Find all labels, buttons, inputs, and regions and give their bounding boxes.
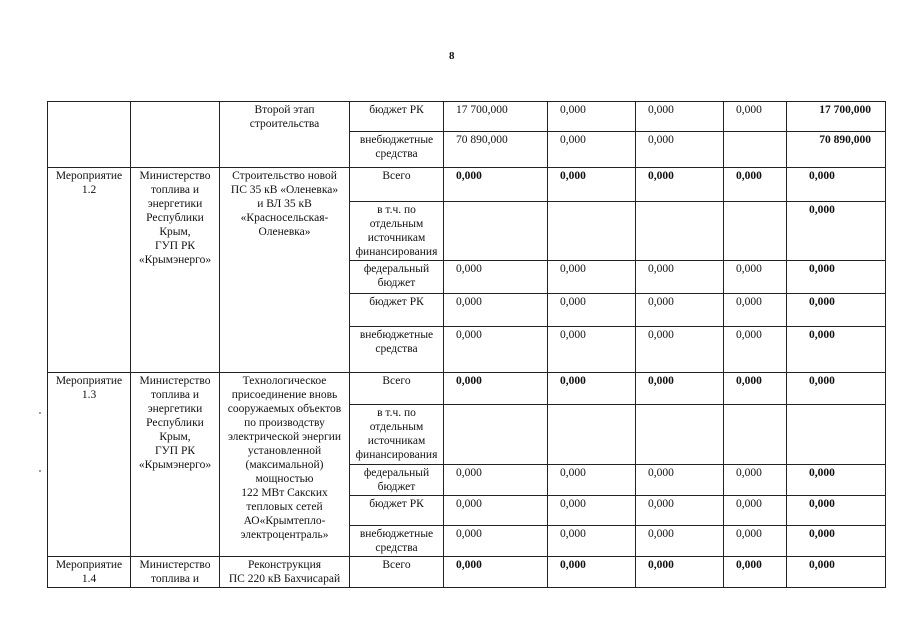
value-cell-4 bbox=[724, 557, 787, 588]
total-text: 0,000 bbox=[809, 263, 835, 275]
value-cell-1 bbox=[444, 373, 548, 405]
description-text: Реконструкция ПС 220 кВ Бахчисарай bbox=[228, 559, 341, 585]
executor-text: Министерство топлива и bbox=[139, 559, 211, 585]
value-text-3: 0,000 bbox=[648, 134, 674, 146]
executor-cell bbox=[131, 373, 220, 557]
value-text-4: 0,000 bbox=[736, 498, 762, 510]
value-text-1: 17 700,000 bbox=[456, 104, 508, 116]
source-text: в т.ч. по отдельным источникам финансирования bbox=[355, 204, 438, 258]
value-cell-3 bbox=[636, 202, 724, 261]
executor-cell bbox=[131, 102, 220, 168]
value-cell-4 bbox=[724, 526, 787, 557]
value-text-2: 0,000 bbox=[560, 170, 586, 182]
value-cell-2 bbox=[548, 465, 636, 496]
funding-table bbox=[47, 101, 886, 588]
value-text-2: 0,000 bbox=[560, 329, 586, 341]
table-row bbox=[48, 557, 886, 588]
value-cell-1 bbox=[444, 202, 548, 261]
value-text-3: 0,000 bbox=[648, 467, 674, 479]
value-cell-1 bbox=[444, 405, 548, 465]
total-text: 0,000 bbox=[809, 528, 835, 540]
source-cell bbox=[350, 294, 444, 327]
source-text: Всего bbox=[382, 170, 411, 182]
table-row bbox=[48, 102, 886, 132]
value-text-4: 0,000 bbox=[736, 528, 762, 540]
value-cell-2 bbox=[548, 557, 636, 588]
value-cell-1 bbox=[444, 294, 548, 327]
source-cell bbox=[350, 496, 444, 526]
value-cell-3 bbox=[636, 373, 724, 405]
value-text-3: 0,000 bbox=[648, 375, 674, 387]
description-cell bbox=[220, 168, 350, 373]
value-text-1: 0,000 bbox=[456, 528, 482, 540]
value-cell-4 bbox=[724, 373, 787, 405]
value-text-2: 0,000 bbox=[560, 263, 586, 275]
source-text: федеральный бюджет bbox=[363, 467, 430, 493]
measure-cell bbox=[48, 373, 131, 557]
table-row bbox=[48, 168, 886, 202]
measure-text: Мероприятие 1.4 bbox=[55, 559, 123, 585]
source-text: Всего bbox=[382, 375, 411, 387]
value-cell-3 bbox=[636, 327, 724, 373]
total-cell bbox=[787, 261, 886, 294]
source-text: бюджет РК bbox=[369, 104, 424, 116]
value-text-4: 0,000 bbox=[736, 329, 762, 341]
value-cell-4 bbox=[724, 294, 787, 327]
total-text: 0,000 bbox=[809, 204, 835, 216]
value-text-2: 0,000 bbox=[560, 498, 586, 510]
value-cell-3 bbox=[636, 496, 724, 526]
total-text: 0,000 bbox=[809, 170, 835, 182]
value-cell-3 bbox=[636, 168, 724, 202]
measure-cell bbox=[48, 168, 131, 373]
total-cell bbox=[787, 202, 886, 261]
total-text: 0,000 bbox=[809, 467, 835, 479]
value-cell-1 bbox=[444, 526, 548, 557]
total-cell bbox=[787, 557, 886, 588]
source-text: бюджет РК bbox=[369, 498, 424, 510]
scan-speck bbox=[39, 470, 41, 472]
value-text-1: 0,000 bbox=[456, 375, 482, 387]
value-cell-3 bbox=[636, 294, 724, 327]
value-cell-1 bbox=[444, 168, 548, 202]
value-text-1: 0,000 bbox=[456, 263, 482, 275]
total-cell bbox=[787, 327, 886, 373]
description-cell bbox=[220, 557, 350, 588]
total-text: 0,000 bbox=[809, 559, 835, 571]
value-cell-1 bbox=[444, 327, 548, 373]
value-text-4: 0,000 bbox=[736, 559, 762, 571]
value-text-1: 0,000 bbox=[456, 467, 482, 479]
total-text: 0,000 bbox=[809, 498, 835, 510]
value-text-2: 0,000 bbox=[560, 296, 586, 308]
total-cell bbox=[787, 132, 886, 168]
value-cell-3 bbox=[636, 405, 724, 465]
description-cell bbox=[220, 102, 350, 168]
value-cell-2 bbox=[548, 168, 636, 202]
value-cell-2 bbox=[548, 132, 636, 168]
description-text: Строительство новой ПС 35 кВ «Оленевка» и ВЛ 35 кВ «Красносельская- Оленевка» bbox=[230, 170, 339, 238]
total-text: 0,000 bbox=[809, 375, 835, 387]
source-cell bbox=[350, 465, 444, 496]
total-cell bbox=[787, 526, 886, 557]
value-text-1: 0,000 bbox=[456, 296, 482, 308]
measure-text: Мероприятие 1.3 bbox=[55, 375, 123, 401]
value-cell-4 bbox=[724, 168, 787, 202]
source-text: Всего bbox=[382, 559, 411, 571]
source-cell bbox=[350, 327, 444, 373]
value-cell-1 bbox=[444, 102, 548, 132]
executor-cell bbox=[131, 557, 220, 588]
source-text: внебюджетные средства bbox=[359, 134, 434, 160]
table-row bbox=[48, 373, 886, 405]
value-text-3: 0,000 bbox=[648, 329, 674, 341]
value-text-2: 0,000 bbox=[560, 134, 586, 146]
value-cell-3 bbox=[636, 526, 724, 557]
source-cell bbox=[350, 202, 444, 261]
description-cell bbox=[220, 373, 350, 557]
value-text-1: 0,000 bbox=[456, 498, 482, 510]
measure-cell bbox=[48, 102, 131, 168]
description-text: Технологическое присоединение вновь сооружаемых объектов по производству электрической энергии установленной (максимальной) мощностью 122 МВт Сакских тепловых сетей АО«Крымтепло- электроцентраль» bbox=[227, 375, 342, 541]
scan-speck bbox=[39, 412, 41, 414]
source-text: федеральный бюджет bbox=[363, 263, 430, 289]
value-cell-4 bbox=[724, 261, 787, 294]
value-text-4: 0,000 bbox=[736, 104, 762, 116]
value-text-2: 0,000 bbox=[560, 375, 586, 387]
value-text-3: 0,000 bbox=[648, 170, 674, 182]
value-cell-4 bbox=[724, 327, 787, 373]
source-cell bbox=[350, 168, 444, 202]
value-cell-4 bbox=[724, 496, 787, 526]
value-cell-2 bbox=[548, 102, 636, 132]
description-text: Второй этап строительства bbox=[249, 104, 320, 130]
value-cell-3 bbox=[636, 465, 724, 496]
source-cell bbox=[350, 557, 444, 588]
value-cell-1 bbox=[444, 132, 548, 168]
total-text: 70 890,000 bbox=[819, 134, 871, 146]
value-cell-1 bbox=[444, 496, 548, 526]
value-cell-2 bbox=[548, 261, 636, 294]
value-cell-2 bbox=[548, 294, 636, 327]
total-cell bbox=[787, 465, 886, 496]
value-text-3: 0,000 bbox=[648, 104, 674, 116]
value-text-4: 0,000 bbox=[736, 375, 762, 387]
value-cell-3 bbox=[636, 557, 724, 588]
page-number: 8 bbox=[449, 50, 455, 62]
value-text-1: 0,000 bbox=[456, 170, 482, 182]
value-text-4: 0,000 bbox=[736, 170, 762, 182]
value-text-1: 0,000 bbox=[456, 559, 482, 571]
value-text-4: 0,000 bbox=[736, 263, 762, 275]
source-cell bbox=[350, 373, 444, 405]
value-cell-1 bbox=[444, 465, 548, 496]
source-cell bbox=[350, 261, 444, 294]
total-cell bbox=[787, 405, 886, 465]
value-cell-1 bbox=[444, 261, 548, 294]
total-text: 17 700,000 bbox=[819, 104, 871, 116]
value-text-2: 0,000 bbox=[560, 559, 586, 571]
value-text-2: 0,000 bbox=[560, 528, 586, 540]
source-cell bbox=[350, 102, 444, 132]
executor-text: Министерство топлива и энергетики Республики Крым, ГУП РК «Крымэнерго» bbox=[138, 170, 212, 266]
value-cell-4 bbox=[724, 202, 787, 261]
value-text-2: 0,000 bbox=[560, 467, 586, 479]
source-text: внебюджетные средства bbox=[359, 329, 434, 355]
value-text-1: 70 890,000 bbox=[456, 134, 508, 146]
value-cell-3 bbox=[636, 102, 724, 132]
value-cell-4 bbox=[724, 465, 787, 496]
executor-text: Министерство топлива и энергетики Республики Крым, ГУП РК «Крымэнерго» bbox=[138, 375, 212, 471]
total-cell bbox=[787, 496, 886, 526]
value-text-3: 0,000 bbox=[648, 559, 674, 571]
value-cell-4 bbox=[724, 132, 787, 168]
value-cell-2 bbox=[548, 373, 636, 405]
source-cell bbox=[350, 132, 444, 168]
value-cell-2 bbox=[548, 202, 636, 261]
total-cell bbox=[787, 168, 886, 202]
value-text-3: 0,000 bbox=[648, 528, 674, 540]
total-cell bbox=[787, 373, 886, 405]
value-text-4: 0,000 bbox=[736, 467, 762, 479]
value-text-3: 0,000 bbox=[648, 296, 674, 308]
total-text: 0,000 bbox=[809, 296, 835, 308]
source-cell bbox=[350, 405, 444, 465]
executor-cell bbox=[131, 168, 220, 373]
value-text-4: 0,000 bbox=[736, 296, 762, 308]
value-cell-1 bbox=[444, 557, 548, 588]
measure-text: Мероприятие 1.2 bbox=[55, 170, 123, 196]
source-cell bbox=[350, 526, 444, 557]
measure-cell bbox=[48, 557, 131, 588]
source-text: бюджет РК bbox=[369, 296, 424, 308]
source-text: внебюджетные средства bbox=[359, 528, 434, 554]
value-text-3: 0,000 bbox=[648, 498, 674, 510]
source-text: в т.ч. по отдельным источникам финансирования bbox=[355, 407, 438, 461]
value-cell-4 bbox=[724, 405, 787, 465]
value-cell-2 bbox=[548, 327, 636, 373]
total-text: 0,000 bbox=[809, 329, 835, 341]
total-cell bbox=[787, 102, 886, 132]
value-text-1: 0,000 bbox=[456, 329, 482, 341]
value-cell-2 bbox=[548, 496, 636, 526]
value-cell-2 bbox=[548, 526, 636, 557]
value-cell-3 bbox=[636, 132, 724, 168]
total-cell bbox=[787, 294, 886, 327]
value-cell-2 bbox=[548, 405, 636, 465]
value-text-3: 0,000 bbox=[648, 263, 674, 275]
value-cell-4 bbox=[724, 102, 787, 132]
value-cell-3 bbox=[636, 261, 724, 294]
value-text-2: 0,000 bbox=[560, 104, 586, 116]
